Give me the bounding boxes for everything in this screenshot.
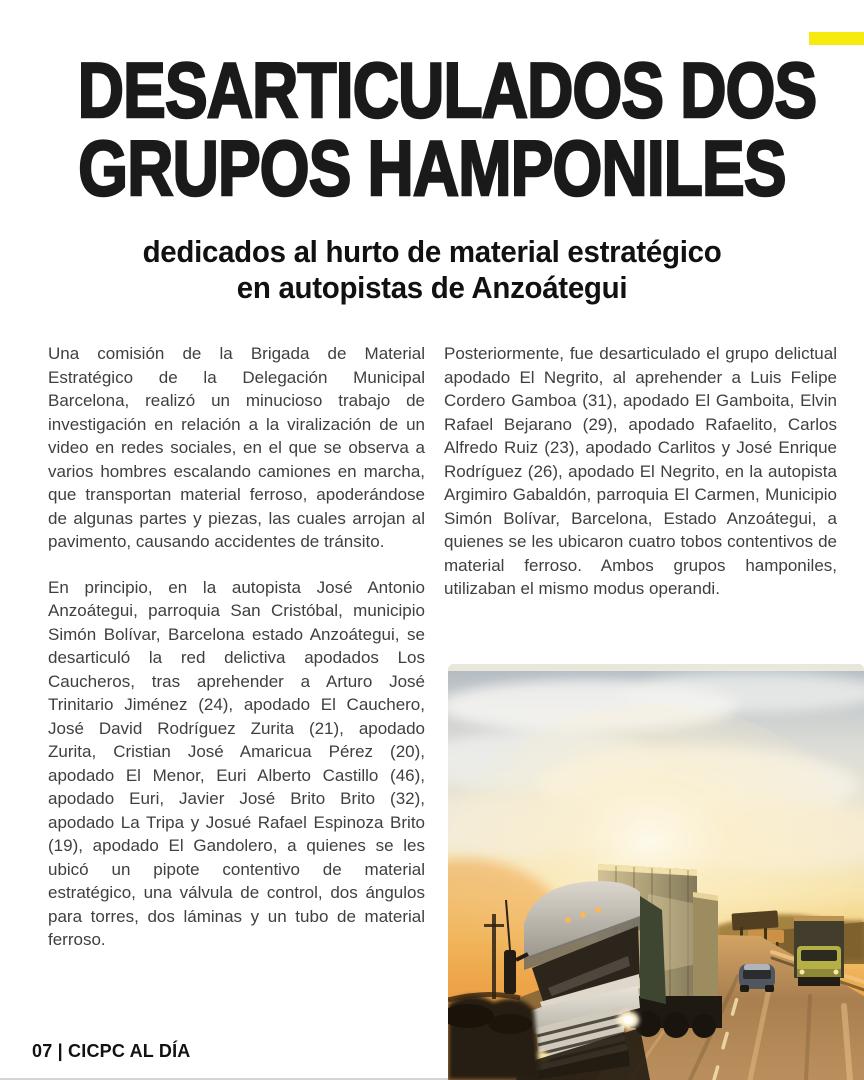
right-column — [444, 342, 837, 623]
truck-photo — [448, 664, 864, 1080]
subtitle-line1: dedicados al hurto de material estratégico — [142, 234, 722, 269]
left-column — [48, 342, 425, 974]
page-footer — [32, 1041, 190, 1062]
headline — [77, 46, 817, 212]
headline-line2: GRUPOS HAMPONILES — [78, 124, 786, 212]
truck-photo-illustration — [448, 664, 864, 1080]
left-paragraph-2: En principio, en la autopista José Antonio Anzoátegui, parroquia San Cristóbal, municipio Simón Bolívar, Barcelona estado Anzoátegui, se desarticuló la red delictiva apodados Los Caucheros, tras aprehender a Arturo José Trinitario Jiménez (24), apodado El Cauchero, José David Rodríguez Zurita (21), apodado Zurita, Cristian José Amaricua Pérez (20), apodado El Menor, Euri Alberto Castillo (46), apodado Euri, Javier José Brito Brito (32), apodado La Tripa y Josué Rafael Espinoza Brito (19), apodado El Gandolero, a quienes se les ubicó un pipote contentivo de material estratégico, una válvula de control, dos ángulos para torres, dos láminas y un tubo de material ferroso. — [48, 577, 425, 949]
subtitle — [22, 234, 843, 306]
subtitle-line2: en autopistas de Anzoátegui — [236, 270, 628, 305]
yellow-accent-bar — [809, 32, 864, 45]
headline-line1: DESARTICULADOS DOS — [77, 46, 817, 134]
left-paragraph-1: Una comisión de la Brigada de Material Estratégico de la Delegación Municipal Barcelona, realizó un minucioso trabajo de investigación en relación a la viralización de un video en redes sociales, en el que se observa a varios hombres escalando camiones en marcha, que transportan material ferroso, apoderándose de algunas partes y piezas, las cuales arrojan al pavimento, causando accidentes de tránsito. — [48, 344, 425, 551]
footer-page-label: 07 | CICPC AL DÍA — [32, 1041, 191, 1061]
right-paragraph-1: Posteriormente, fue desarticulado el grupo delictual apodado El Negrito, al aprehender a Luis Felipe Cordero Gamboa (31), apodado El Gamboita, Elvin Rafael Bejarano (29), apodado Rafaelito, Carlos Alfredo Ruiz (23), apodado Carlitos y José Enrique Rodríguez (26), apodado El Negrito, en la autopista Argimiro Gabaldón, parroquia El Carmen, Municipio Simón Bolívar, Barcelona, Estado Anzoátegui, a quienes se les ubicaron cuatro tobos contentivos de material ferroso. Ambos grupos hamponiles, utilizaban el mismo modus operandi. — [444, 344, 837, 598]
